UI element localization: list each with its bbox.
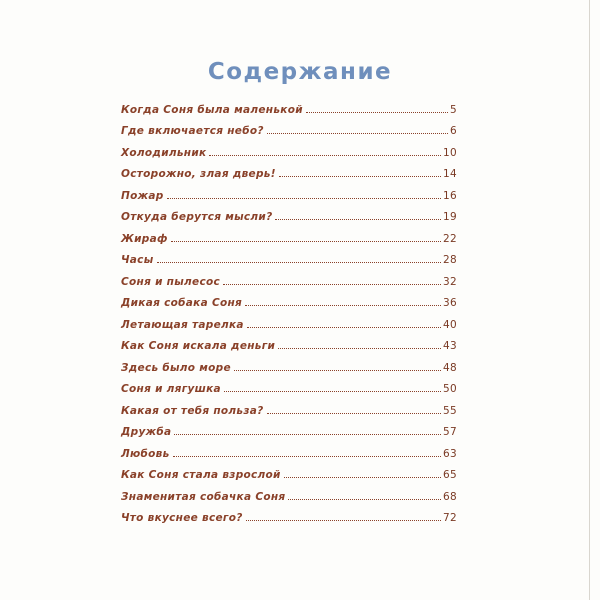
toc-entry: [121, 460, 457, 482]
toc-dot-leader: [245, 305, 441, 306]
toc-entry-title: Дружба: [121, 426, 172, 438]
toc-dot-leader: [288, 499, 441, 500]
toc-entry-page: 16: [443, 189, 457, 202]
toc-entry-page: 48: [443, 361, 457, 374]
toc-dot-leader: [278, 348, 441, 349]
toc-dot-leader: [246, 520, 441, 521]
toc-dot-leader: [247, 327, 441, 328]
toc-entry: [121, 309, 457, 331]
toc-entry: [121, 159, 457, 181]
toc-entry: [121, 352, 457, 374]
toc-entry-title: Где включается небо?: [121, 125, 264, 137]
toc-entry-title: Как Соня стала взрослой: [121, 469, 281, 481]
toc-entry: [121, 374, 457, 396]
toc-entry-title: Часы: [121, 254, 154, 266]
toc-entry-title: Откуда берутся мысли?: [121, 211, 273, 223]
toc-entry-page: 55: [443, 404, 457, 417]
toc-dot-leader: [234, 370, 441, 371]
toc-entry-title: Соня и пылесос: [121, 275, 221, 288]
toc-dot-leader: [171, 241, 441, 242]
toc-entry-page: 68: [443, 490, 457, 503]
toc-entry-page: 72: [443, 512, 457, 524]
toc-dot-leader: [284, 477, 441, 478]
toc-entry: [121, 266, 457, 288]
toc-entry-title: Осторожно, злая дверь!: [121, 168, 276, 180]
toc-dot-leader: [173, 456, 441, 457]
toc-entry-page: 57: [443, 426, 457, 438]
page-edge: [589, 0, 590, 600]
toc-entry-title: Холодильник: [121, 146, 207, 159]
toc-entry-title: Что вкуснее всего?: [121, 512, 243, 524]
toc-entry-page: 28: [443, 254, 457, 266]
toc-entry-page: 22: [443, 232, 457, 245]
toc-entry: [121, 137, 457, 159]
toc-entry-page: 36: [443, 297, 457, 309]
toc-dot-leader: [209, 155, 441, 156]
toc-dot-leader: [267, 133, 448, 134]
toc-entry: [121, 331, 457, 353]
toc-dot-leader: [174, 434, 441, 435]
toc-entry-title: Когда Соня была маленькой: [121, 103, 303, 116]
toc-entry-title: Какая от тебя польза?: [121, 404, 264, 417]
toc-dot-leader: [157, 262, 442, 263]
toc-entry: [121, 202, 457, 224]
toc-entry: [121, 223, 457, 245]
toc-entry-page: 10: [443, 146, 457, 159]
toc-entry-page: 65: [443, 469, 457, 481]
toc-entry: [121, 116, 457, 138]
toc-entry-title: Пожар: [121, 189, 164, 202]
toc-entry: [121, 395, 457, 417]
toc-dot-leader: [223, 284, 441, 285]
toc-entry: [121, 438, 457, 460]
toc-entry-page: 40: [443, 318, 457, 331]
toc-entry-page: 5: [450, 103, 457, 116]
toc-entry-page: 19: [443, 211, 457, 223]
toc-entry-page: 43: [443, 340, 457, 352]
toc-entry: [121, 481, 457, 503]
toc-entry-title: Летающая тарелка: [121, 318, 244, 331]
toc-entry-page: 63: [443, 447, 457, 460]
toc-entry-page: 32: [443, 275, 457, 288]
toc-dot-leader: [167, 198, 441, 199]
toc-entry: [121, 180, 457, 202]
toc-entry: [121, 417, 457, 439]
toc-entry-title: Любовь: [121, 447, 170, 460]
toc-entry: [121, 245, 457, 267]
toc-dot-leader: [224, 391, 441, 392]
toc-entry-title: Дикая собака Соня: [121, 297, 243, 309]
toc-entry-title: Как Соня искала деньги: [121, 340, 276, 352]
toc-dot-leader: [267, 413, 441, 414]
page-title: Содержание: [207, 59, 393, 86]
toc-entry-title: Здесь было море: [121, 361, 231, 374]
toc-entry-title: Соня и лягушка: [121, 383, 221, 395]
toc-entry-title: Жираф: [121, 232, 168, 245]
toc-dot-leader: [279, 176, 441, 177]
toc-entry-page: 6: [450, 125, 457, 137]
toc-entry-title: Знаменитая собачка Соня: [121, 490, 286, 503]
toc-entry: [121, 288, 457, 310]
toc-dot-leader: [275, 219, 441, 220]
table-of-contents: [121, 94, 457, 524]
toc-entry-page: 14: [443, 168, 457, 180]
toc-dot-leader: [306, 112, 448, 113]
toc-entry-page: 50: [443, 383, 457, 395]
toc-entry: [121, 94, 457, 116]
toc-entry: [121, 503, 457, 525]
